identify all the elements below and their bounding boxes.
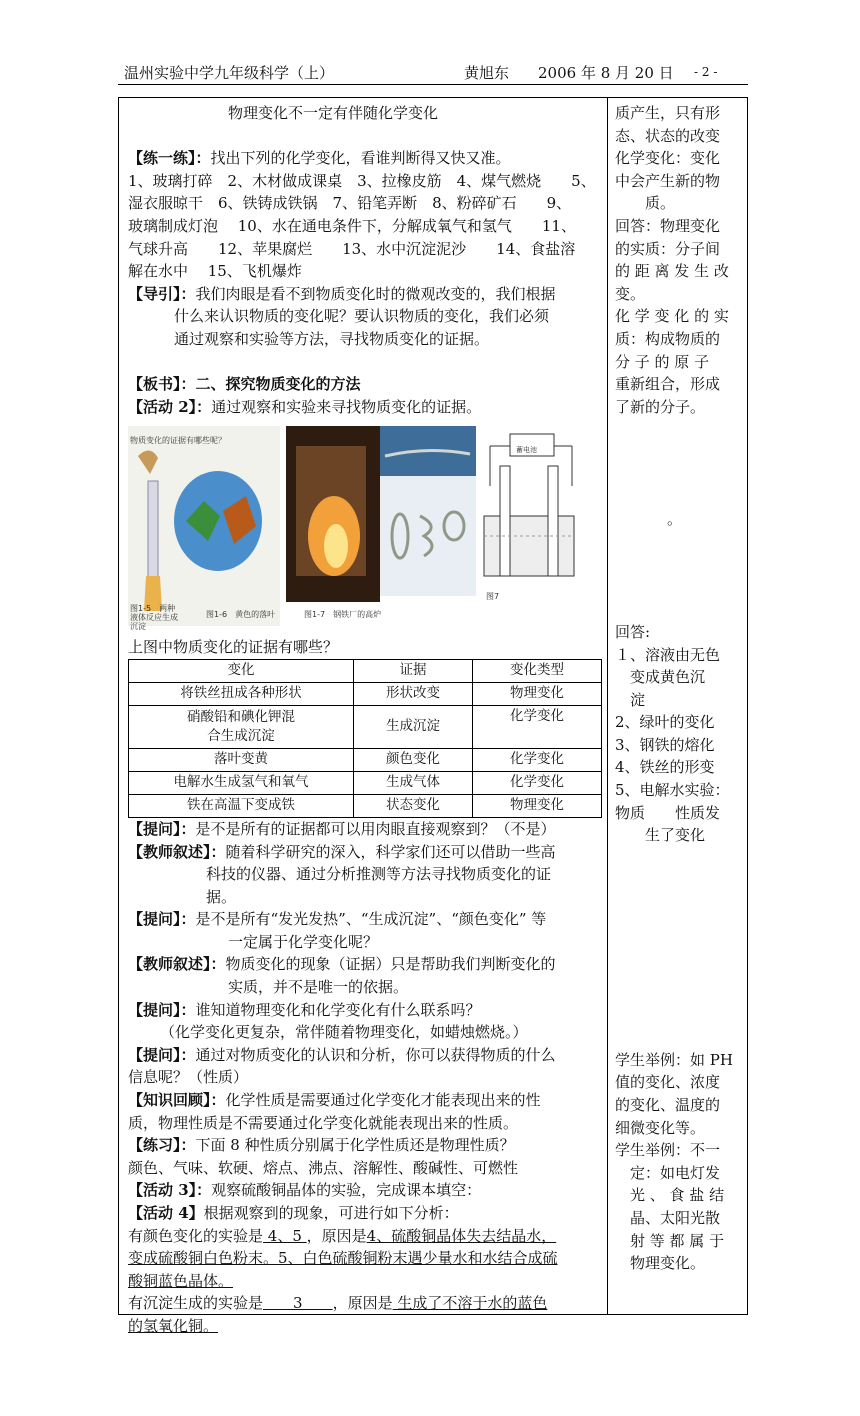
- question-3: 【提问】：谁知道物理变化和化学变化有什么联系吗？: [128, 1000, 481, 1019]
- table-cell: 化学变化: [473, 705, 602, 748]
- side-answer-line: 生了变化: [615, 826, 706, 845]
- board-heading: 【板书】：二、探究物质变化的方法: [128, 375, 361, 394]
- teacher-note-2: 【教师叙述】：物质变化的现象（证据）只是帮助我们判断变化的: [128, 955, 556, 974]
- side-note-line: 分 子 的 原 子: [615, 352, 710, 371]
- table-row: [129, 705, 602, 748]
- side-note-line: 化学变化：变化: [615, 149, 721, 168]
- activity-4: 【活动 4】根据观察到的现象，可进行如下分析：: [128, 1204, 459, 1222]
- teacher-note-1: 【教师叙述】：随着科学研究的深入，科学家们还可以借助一些高: [128, 842, 556, 861]
- side-note-line: 质。: [615, 194, 676, 213]
- table-header-type: 变化类型: [473, 659, 602, 682]
- side-note-line: 回答：物理变化: [615, 216, 721, 235]
- figure-caption-1-7: 图1-7 钢铁厂的高炉: [304, 610, 382, 620]
- table-row: [129, 682, 602, 705]
- knowledge-review-line: 质，物理性质是不需要通过化学变化就能表现出来的性质。: [128, 1113, 519, 1132]
- iron-wire-illustration: [380, 426, 476, 596]
- side-note-line: 了新的分子。: [615, 397, 706, 416]
- side-example-line: 射 等 都 属 于: [615, 1231, 725, 1250]
- knowledge-review: 【知识回顾】：化学性质是需要通过化学变化才能表现出来的性: [128, 1091, 541, 1110]
- table-cell: 化学变化: [473, 771, 602, 794]
- side-answer-heading: 回答:: [615, 622, 651, 641]
- exercise-properties: 颜色、气味、软硬、熔点、沸点、溶解性、酸碱性、可燃性: [128, 1158, 519, 1177]
- main-column: [128, 102, 602, 1338]
- practice-item-line: 湿衣服晾干 6、铁铸成铁锅 7、铅笔弄断 8、粉碎矿石 9、: [128, 194, 572, 213]
- table-cell: 将铁丝扭成各种形状: [129, 682, 354, 705]
- guide-line: 什么来认识物质的变化呢？要认识物质的变化，我们必须: [174, 307, 550, 326]
- header-school: 温州实验中学九年级科学（上）: [124, 64, 335, 82]
- practice-item-line: 1、玻璃打碎 2、木材做成课桌 3、拉橡皮筋 4、煤气燃烧 5、: [128, 171, 596, 190]
- table-cell: 颜色变化: [354, 748, 473, 771]
- teacher-note-line: 实质，并不是唯一的依据。: [228, 978, 409, 997]
- figure-caption-1-5: 图1-5 两种液体反应生成沉淀: [130, 604, 178, 632]
- practice-item-line: 解在水中 15、飞机爆炸: [128, 262, 302, 281]
- table-cell: 电解水生成氢气和氧气: [129, 771, 354, 794]
- table-row: [129, 794, 602, 817]
- figure-caption-1-6: 图1-6 黄色的落叶: [206, 610, 276, 620]
- guide-paragraph: 【导引】：我们肉眼是看不到物质变化时的微观改变的，我们根据: [128, 284, 556, 303]
- figure-electrolysis: [480, 426, 576, 602]
- evidence-table: [128, 659, 602, 818]
- exercise: 【练习】：下面 8 种性质分别属于化学性质还是物理性质？: [128, 1136, 515, 1155]
- table-cell: 生成气体: [354, 771, 473, 794]
- page-header: [118, 60, 748, 85]
- side-note-line: 化 学 变 化 的 实: [615, 307, 729, 326]
- question-2: 【提问】：是不是所有“发光发热”、“生成沉淀”、“颜色变化” 等: [128, 910, 547, 929]
- table-cell: 物理变化: [473, 794, 602, 817]
- side-note-line: 变。: [615, 284, 646, 303]
- side-dot: 。: [667, 510, 683, 529]
- side-note-line: 质产生，只有形: [615, 104, 721, 122]
- side-example-line: 光 、 食 盐 结: [615, 1186, 725, 1205]
- table-cell: 铁在高温下变成铁: [129, 794, 354, 817]
- table-header-row: [129, 659, 602, 682]
- side-answer-line: 变成黄色沉: [615, 668, 706, 687]
- side-note-line: 的 距 离 发 生 改: [615, 262, 729, 281]
- color-change-answer-line: 变成硫酸铜白色粉末。5、白色硫酸铜粉末遇少量水和水结合成硫: [128, 1249, 558, 1268]
- figure-precipitate-leaves-illustration: [128, 426, 280, 626]
- figure-iron-wire: [380, 426, 476, 596]
- activity-3: 【活动 3】：观察硫酸铜晶体的实验，完成课本填空：: [128, 1181, 482, 1200]
- teacher-note-line: 据。: [206, 887, 237, 906]
- table-row: [129, 771, 602, 794]
- practice-item-line: 气球升高 12、苹果腐烂 13、水中沉淀泥沙 14、食盐溶: [128, 239, 576, 258]
- side-example-line: 的变化、温度的: [615, 1096, 721, 1115]
- side-note-line: 重新组合，形成: [615, 375, 721, 394]
- question-3-answer: （化学变化更复杂，常伴随着物理变化，如蜡烛燃烧。）: [160, 1023, 528, 1042]
- side-answer-line: 2、绿叶的变化: [615, 713, 715, 732]
- side-note-line: 的实质：分子间: [615, 239, 721, 258]
- evidence-figures: [128, 426, 602, 632]
- table-header-evidence: 证据: [354, 659, 473, 682]
- header-page-number: - 2 -: [694, 65, 718, 79]
- side-answer-line: 4、铁丝的形变: [615, 758, 715, 777]
- practice-heading: 【练一练】：找出下列的化学变化，看谁判断得又快又准。: [128, 149, 511, 168]
- table-cell: 硝酸铅和碘化钾混 合生成沉淀: [129, 705, 354, 748]
- color-change-answer: 有颜色变化的实验是 4、5 ，原因是4、硫酸铜晶体失去结晶水，: [128, 1226, 557, 1245]
- question-4-line: 信息呢？（性质）: [128, 1068, 249, 1087]
- battery-label: 蓄电池: [516, 446, 537, 455]
- table-row: [129, 748, 602, 771]
- precipitate-answer: 有沉淀生成的实验是 3 ，原因是 生成了不溶于水的蓝色: [128, 1294, 548, 1313]
- table-cell: 状态变化: [354, 794, 473, 817]
- header-date: 2006 年 8 月 20 日: [538, 64, 674, 82]
- intro-line: 物理变化不一定有伴随化学变化: [228, 104, 439, 122]
- side-example-line: 学生举例：不一: [615, 1141, 721, 1160]
- table-cell: 化学变化: [473, 748, 602, 771]
- side-example-line: 定：如电灯发: [615, 1163, 721, 1182]
- side-example-line: 物理变化。: [615, 1254, 706, 1273]
- side-column: [615, 102, 740, 1275]
- side-note-line: 质：构成物质的: [615, 329, 721, 348]
- figure-caption-7: 图7: [486, 592, 500, 602]
- color-change-answer-line: 酸铜蓝色晶体。: [128, 1271, 234, 1290]
- question-1: 【提问】：是不是所有的证据都可以用肉眼直接观察到？（不是）: [128, 819, 556, 838]
- side-note-line: 中会产生新的物: [615, 171, 721, 190]
- figure-question-title: 物质变化的证据有哪些呢？: [130, 436, 226, 446]
- side-example-line: 细微变化等。: [615, 1118, 706, 1137]
- figure-precipitate-leaves: [128, 426, 280, 632]
- side-answer-line: 3、钢铁的熔化: [615, 735, 715, 754]
- side-example-line: 值的变化、浓度: [615, 1073, 721, 1092]
- column-divider: [607, 97, 608, 1315]
- evidence-question: 上图中物质变化的证据有哪些？: [128, 638, 339, 657]
- table-cell: 生成沉淀: [354, 705, 473, 748]
- table-cell: 物理变化: [473, 682, 602, 705]
- side-answer-line: 淀: [615, 690, 646, 709]
- precipitate-answer-line: 的氢氧化铜。: [128, 1316, 219, 1335]
- activity-2-heading: 【活动 2】：通过观察和实验来寻找物质变化的证据。: [128, 397, 482, 416]
- teacher-note-line: 科技的仪器、通过分析推测等方法寻找物质变化的证: [206, 865, 552, 884]
- furnace-illustration: [286, 426, 380, 602]
- side-answer-line: 物质 性质发: [615, 803, 721, 822]
- table-cell: 落叶变黄: [129, 748, 354, 771]
- figure-blast-furnace: [286, 426, 380, 602]
- table-header-change: 变化: [129, 659, 354, 682]
- header-author: 黄旭东: [464, 64, 510, 82]
- side-example-line: 晶、太阳光散: [615, 1209, 721, 1227]
- side-example-line: 学生举例：如 PH: [615, 1050, 733, 1069]
- guide-line: 通过观察和实验等方法，寻找物质变化的证据。: [174, 329, 490, 348]
- side-answer-line: 5、电解水实验：: [615, 781, 730, 800]
- side-answer-line: １、溶液由无色: [615, 645, 721, 664]
- practice-item-line: 玻璃制成灯泡 10、水在通电条件下，分解成氧气和氢气 11、: [128, 216, 576, 235]
- question-4: 【提问】：通过对物质变化的认识和分析，你可以获得物质的什么: [128, 1045, 556, 1064]
- side-note-line: 态、状态的改变: [615, 126, 721, 145]
- question-2-line: 一定属于化学变化呢？: [228, 932, 379, 951]
- table-cell: 形状改变: [354, 682, 473, 705]
